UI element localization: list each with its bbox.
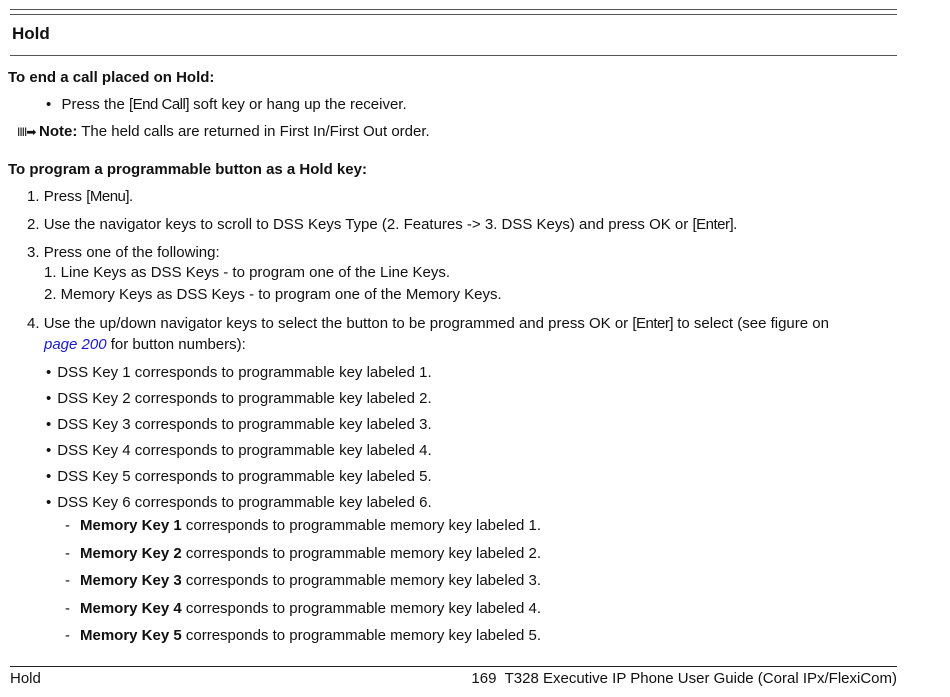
dash-glyph: - <box>65 572 70 589</box>
dash-glyph: - <box>65 517 70 534</box>
memory-key-label: Memory Key 3 <box>80 572 182 589</box>
end-call-bullet <box>46 96 407 114</box>
dss-key-item-text: DSS Key 2 corresponds to programmable key labeled 2. <box>57 390 432 407</box>
step-3-text: Press one of the following: <box>43 244 220 261</box>
end-call-bullet-suffix: soft key or hang up the receiver. <box>189 96 407 113</box>
dss-key-item <box>46 390 432 408</box>
step-2 <box>27 216 737 234</box>
note-label: Note: <box>39 123 78 140</box>
step-4-key: [Enter] <box>632 315 674 332</box>
memory-key-text: corresponds to programmable memory key labeled 4. <box>181 599 542 617</box>
bullet-glyph: • <box>46 390 52 407</box>
step-1-key: [Menu]. <box>86 188 133 205</box>
step-3-option-1: 1. Line Keys as DSS Keys - to program one of the Line Keys. <box>44 264 451 281</box>
end-call-heading: To end a call placed on Hold: <box>8 69 215 86</box>
step-4-text-2: to select (see figure on <box>673 315 829 332</box>
bullet-glyph: • <box>46 442 52 459</box>
memory-key-label: Memory Key 5 <box>80 627 182 644</box>
top-rule-2 <box>10 14 897 15</box>
footer-page-number: 169 <box>471 670 497 687</box>
note-line <box>17 123 430 141</box>
memory-key-text: corresponds to programmable memory key labeled 1. <box>181 517 542 534</box>
step-3-number: 3. <box>27 244 40 261</box>
footer-section: Hold <box>10 670 41 687</box>
bullet-glyph: • <box>46 468 52 485</box>
dash-glyph: - <box>65 544 70 562</box>
step-2-key: [Enter]. <box>692 216 737 233</box>
dash-glyph: - <box>65 599 70 617</box>
end-call-bullet-prefix: Press the <box>61 96 129 113</box>
note-text: The held calls are returned in First In/First Out order. <box>77 123 430 140</box>
memory-key-item <box>65 545 541 563</box>
step-2-number: 2. <box>27 216 40 233</box>
step-3-option-2: 2. Memory Keys as DSS Keys - to program one of the Memory Keys. <box>44 286 502 303</box>
memory-key-label: Memory Key 1 <box>80 517 182 534</box>
dss-key-item <box>46 442 432 460</box>
bullet-glyph: • <box>46 416 52 433</box>
dss-key-item-text: DSS Key 3 corresponds to programmable key labeled 3. <box>57 416 432 433</box>
note-arrow-icon: IIII➡ <box>17 125 36 139</box>
dss-key-item <box>46 364 432 382</box>
footer-rule <box>10 666 897 667</box>
memory-key-label: Memory Key 2 <box>80 544 182 562</box>
dss-key-item-text: DSS Key 5 corresponds to programmable key labeled 5. <box>57 468 432 485</box>
dash-glyph: - <box>65 627 70 644</box>
memory-key-text: corresponds to programmable memory key labeled 5. <box>181 627 542 644</box>
memory-key-item <box>65 572 541 590</box>
dss-key-item <box>46 416 432 434</box>
step-4-text-3: for button numbers): <box>106 336 246 353</box>
dss-key-item <box>46 494 432 512</box>
dss-key-item-text: DSS Key 6 corresponds to programmable key labeled 6. <box>57 494 432 511</box>
memory-key-text: corresponds to programmable memory key labeled 2. <box>181 544 542 562</box>
memory-key-label: Memory Key 4 <box>80 599 182 617</box>
memory-key-item <box>65 627 541 645</box>
dss-key-item <box>46 468 432 486</box>
step-4-continued <box>44 336 246 354</box>
memory-key-item <box>65 517 541 535</box>
memory-key-item <box>65 600 541 618</box>
end-call-key: [End Call] <box>128 96 190 113</box>
page-link[interactable]: page 200 <box>44 336 107 353</box>
footer-page-info <box>471 670 897 688</box>
step-1-text: Press <box>43 188 87 205</box>
footer-guide-title: T328 Executive IP Phone User Guide (Coral IPx/FlexiCom) <box>504 670 897 687</box>
step-4 <box>27 315 829 333</box>
bullet-glyph: • <box>46 96 52 113</box>
step-4-number: 4. <box>27 315 40 332</box>
dss-key-item-text: DSS Key 4 corresponds to programmable key labeled 4. <box>57 442 432 459</box>
bullet-glyph: • <box>46 494 52 511</box>
bullet-glyph: • <box>46 364 52 381</box>
section-title: Hold <box>12 24 50 43</box>
dss-key-item-text: DSS Key 1 corresponds to programmable key labeled 1. <box>57 364 432 381</box>
step-4-text: Use the up/down navigator keys to select the button to be programmed and press OK or <box>43 315 633 332</box>
step-3 <box>27 244 220 262</box>
step-1-number: 1. <box>27 188 40 205</box>
step-1 <box>27 188 133 206</box>
title-rule <box>10 55 897 56</box>
step-2-text: Use the navigator keys to scroll to DSS Keys Type (2. Features -> 3. DSS Keys) and press OK or <box>43 216 693 233</box>
program-heading: To program a programmable button as a Hold key: <box>8 161 367 178</box>
memory-key-text: corresponds to programmable memory key labeled 3. <box>181 572 542 589</box>
top-rule <box>10 9 897 10</box>
